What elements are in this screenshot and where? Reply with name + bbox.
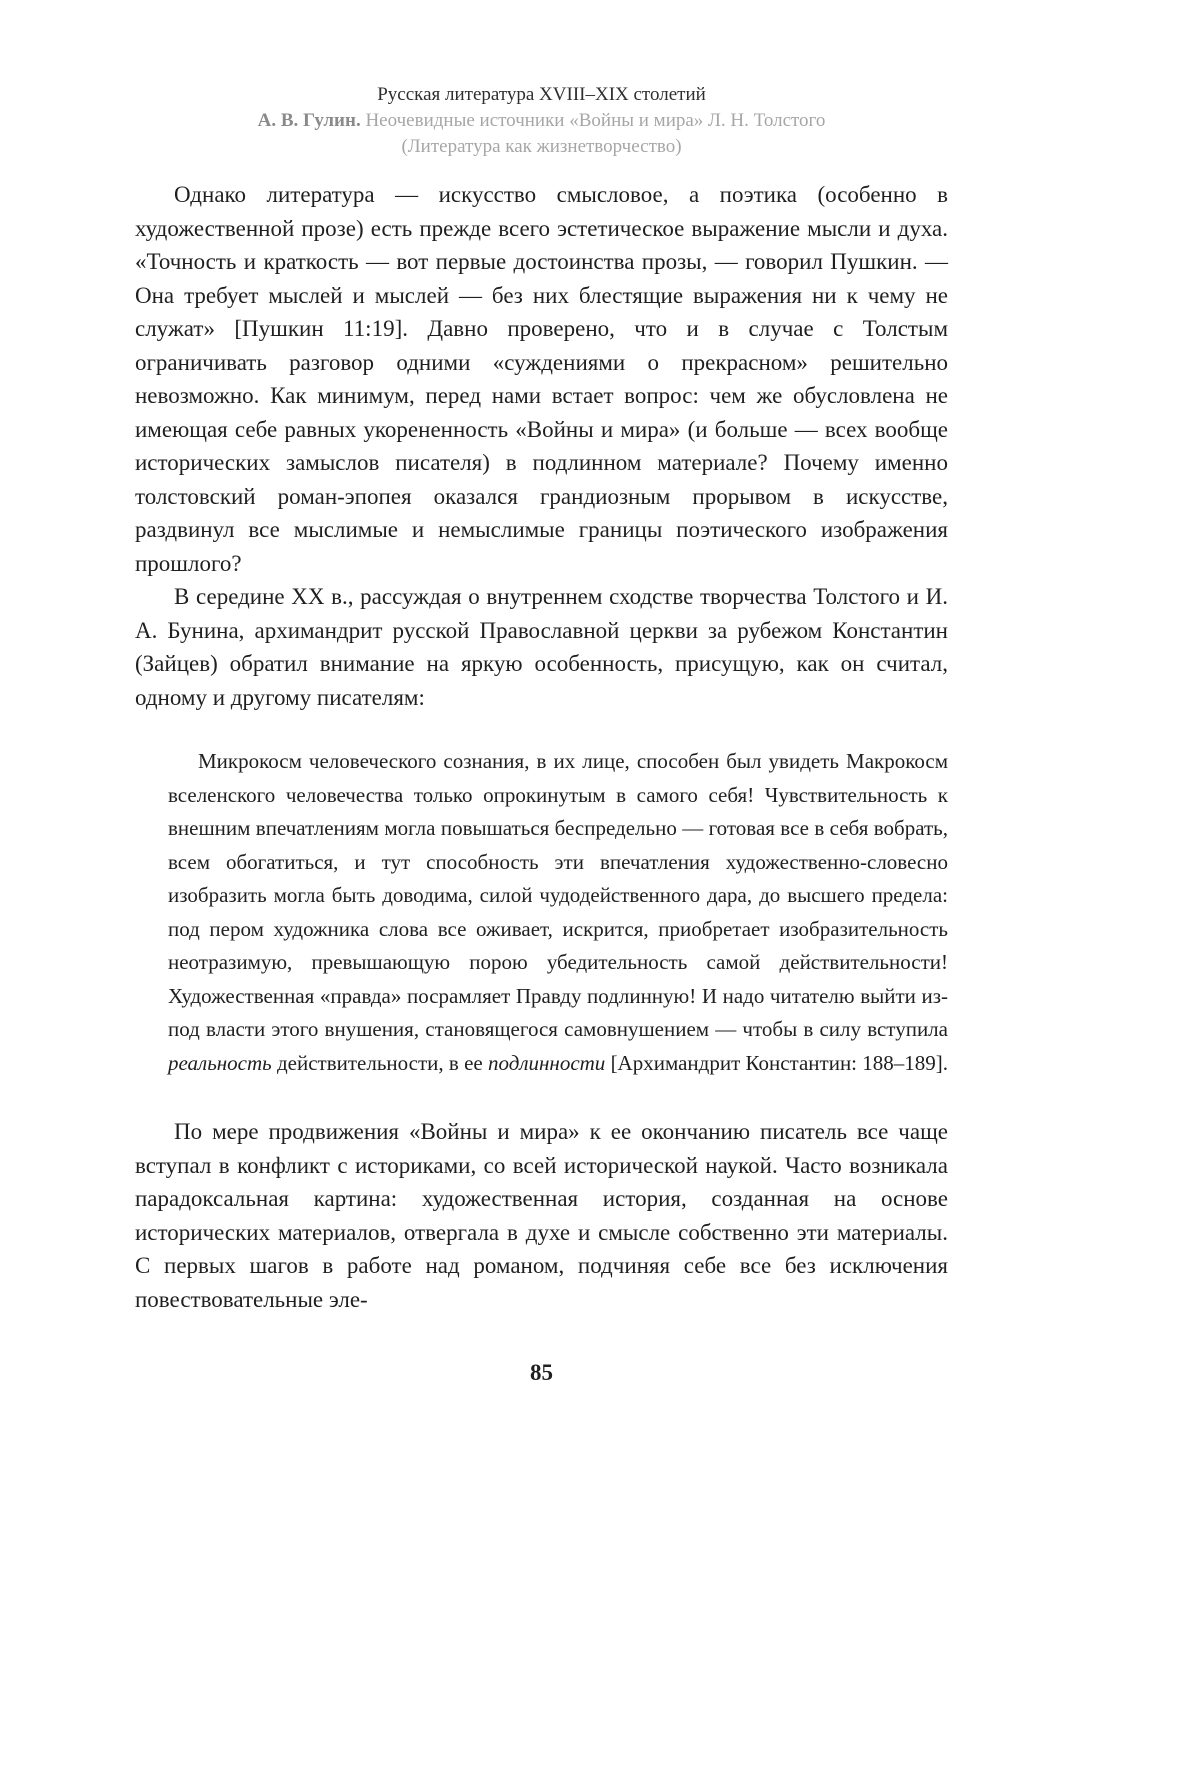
quote-italic-word: подлинности: [487, 1050, 606, 1075]
page-number: 85: [530, 1360, 553, 1385]
page-footer: [135, 1360, 948, 1386]
article-title: Неочевидные источники «Войны и мира» Л. Н. Толстого: [360, 110, 826, 131]
chapter-title-line: [135, 108, 948, 134]
block-quote: [168, 745, 948, 1080]
quote-citation: [Архимандрит Константин: 188–189].: [605, 1050, 949, 1075]
article-subtitle: (Литература как жизнетворчество): [401, 136, 682, 157]
quote-italic-word: реальность: [168, 1050, 272, 1075]
author-name: А. В. Гулин.: [257, 110, 361, 131]
paragraph: По мере продвижения «Войны и мира» к ее окончанию писатель все чаще вступал в конфликт с историками, со всей исторической наукой. Часто возникала парадоксальная картина: художественная история, созданная на основе исторических материалов, отвергала в духе и смысле собственно эти материалы. С первых шагов в работе над романом, подчиняя себе все без исключения повествовательные эле-: [135, 1119, 948, 1312]
quote-text: Микрокосм человеческого сознания, в их лице, способен был увидеть Макрокосм вселенского человечества только опрокинутым в самого себя! Чувствительность к внешним впечатлениям могла повышаться беспредельно — готовая все в себя вобрать, всем обогатиться, и тут способность эти впечатления художественно-словесно изобразить могла быть доводима, силой чудодейственного дара, до высшего предела: под пером художника слова все оживает, искрится, приобретает изобразительность неотразимую, превышающую порою убедительность самой действительности! Художественная «правда» посрамляет Правду подлинную! И надо читателю выйти из-под власти этого внушения, становящегося самовнушением — чтобы в силу вступила: [168, 749, 948, 1041]
paragraph: Однако литература — искусство смысловое, а поэтика (особенно в художественной прозе) есть прежде всего эстетическое выражение мысли и духа. «Точность и краткость — вот первые достоинства прозы, — говорил Пушкин. — Она требует мыслей и мыслей — без них блестящие выражения ни к чему не служат» [Пушкин 11:19]. Давно проверено, что и в случае с Толстым ограничивать разговор одними «суждениями о прекрасном» решительно невозможно. Как минимум, перед нами встает вопрос: чем же обусловлена не имеющая себе равных укорененность «Войны и мира» (и больше — всех вообще исторических замыслов писателя) в подлинном материале? Почему именно толстовский роман-эпопея оказался грандиозным прорывом в искусстве, раздвинул все мыслимые и немыслимые границы поэтического изображения прошлого?: [135, 182, 948, 576]
book-page: [135, 0, 948, 1386]
quote-text: действительности, в ее: [271, 1050, 488, 1075]
paragraph: В середине XX в., рассуждая о внутреннем сходстве творчества Толстого и И. А. Бунина, архимандрит русской Православной церкви за рубежом Константин (Зайцев) обратил внимание на яркую особенность, присущую, как он считал, одному и другому писателям:: [135, 584, 948, 710]
page-body: [135, 178, 948, 1316]
running-header: [135, 82, 948, 160]
series-title: Русская литература XVIII–XIX столетий: [377, 84, 706, 105]
